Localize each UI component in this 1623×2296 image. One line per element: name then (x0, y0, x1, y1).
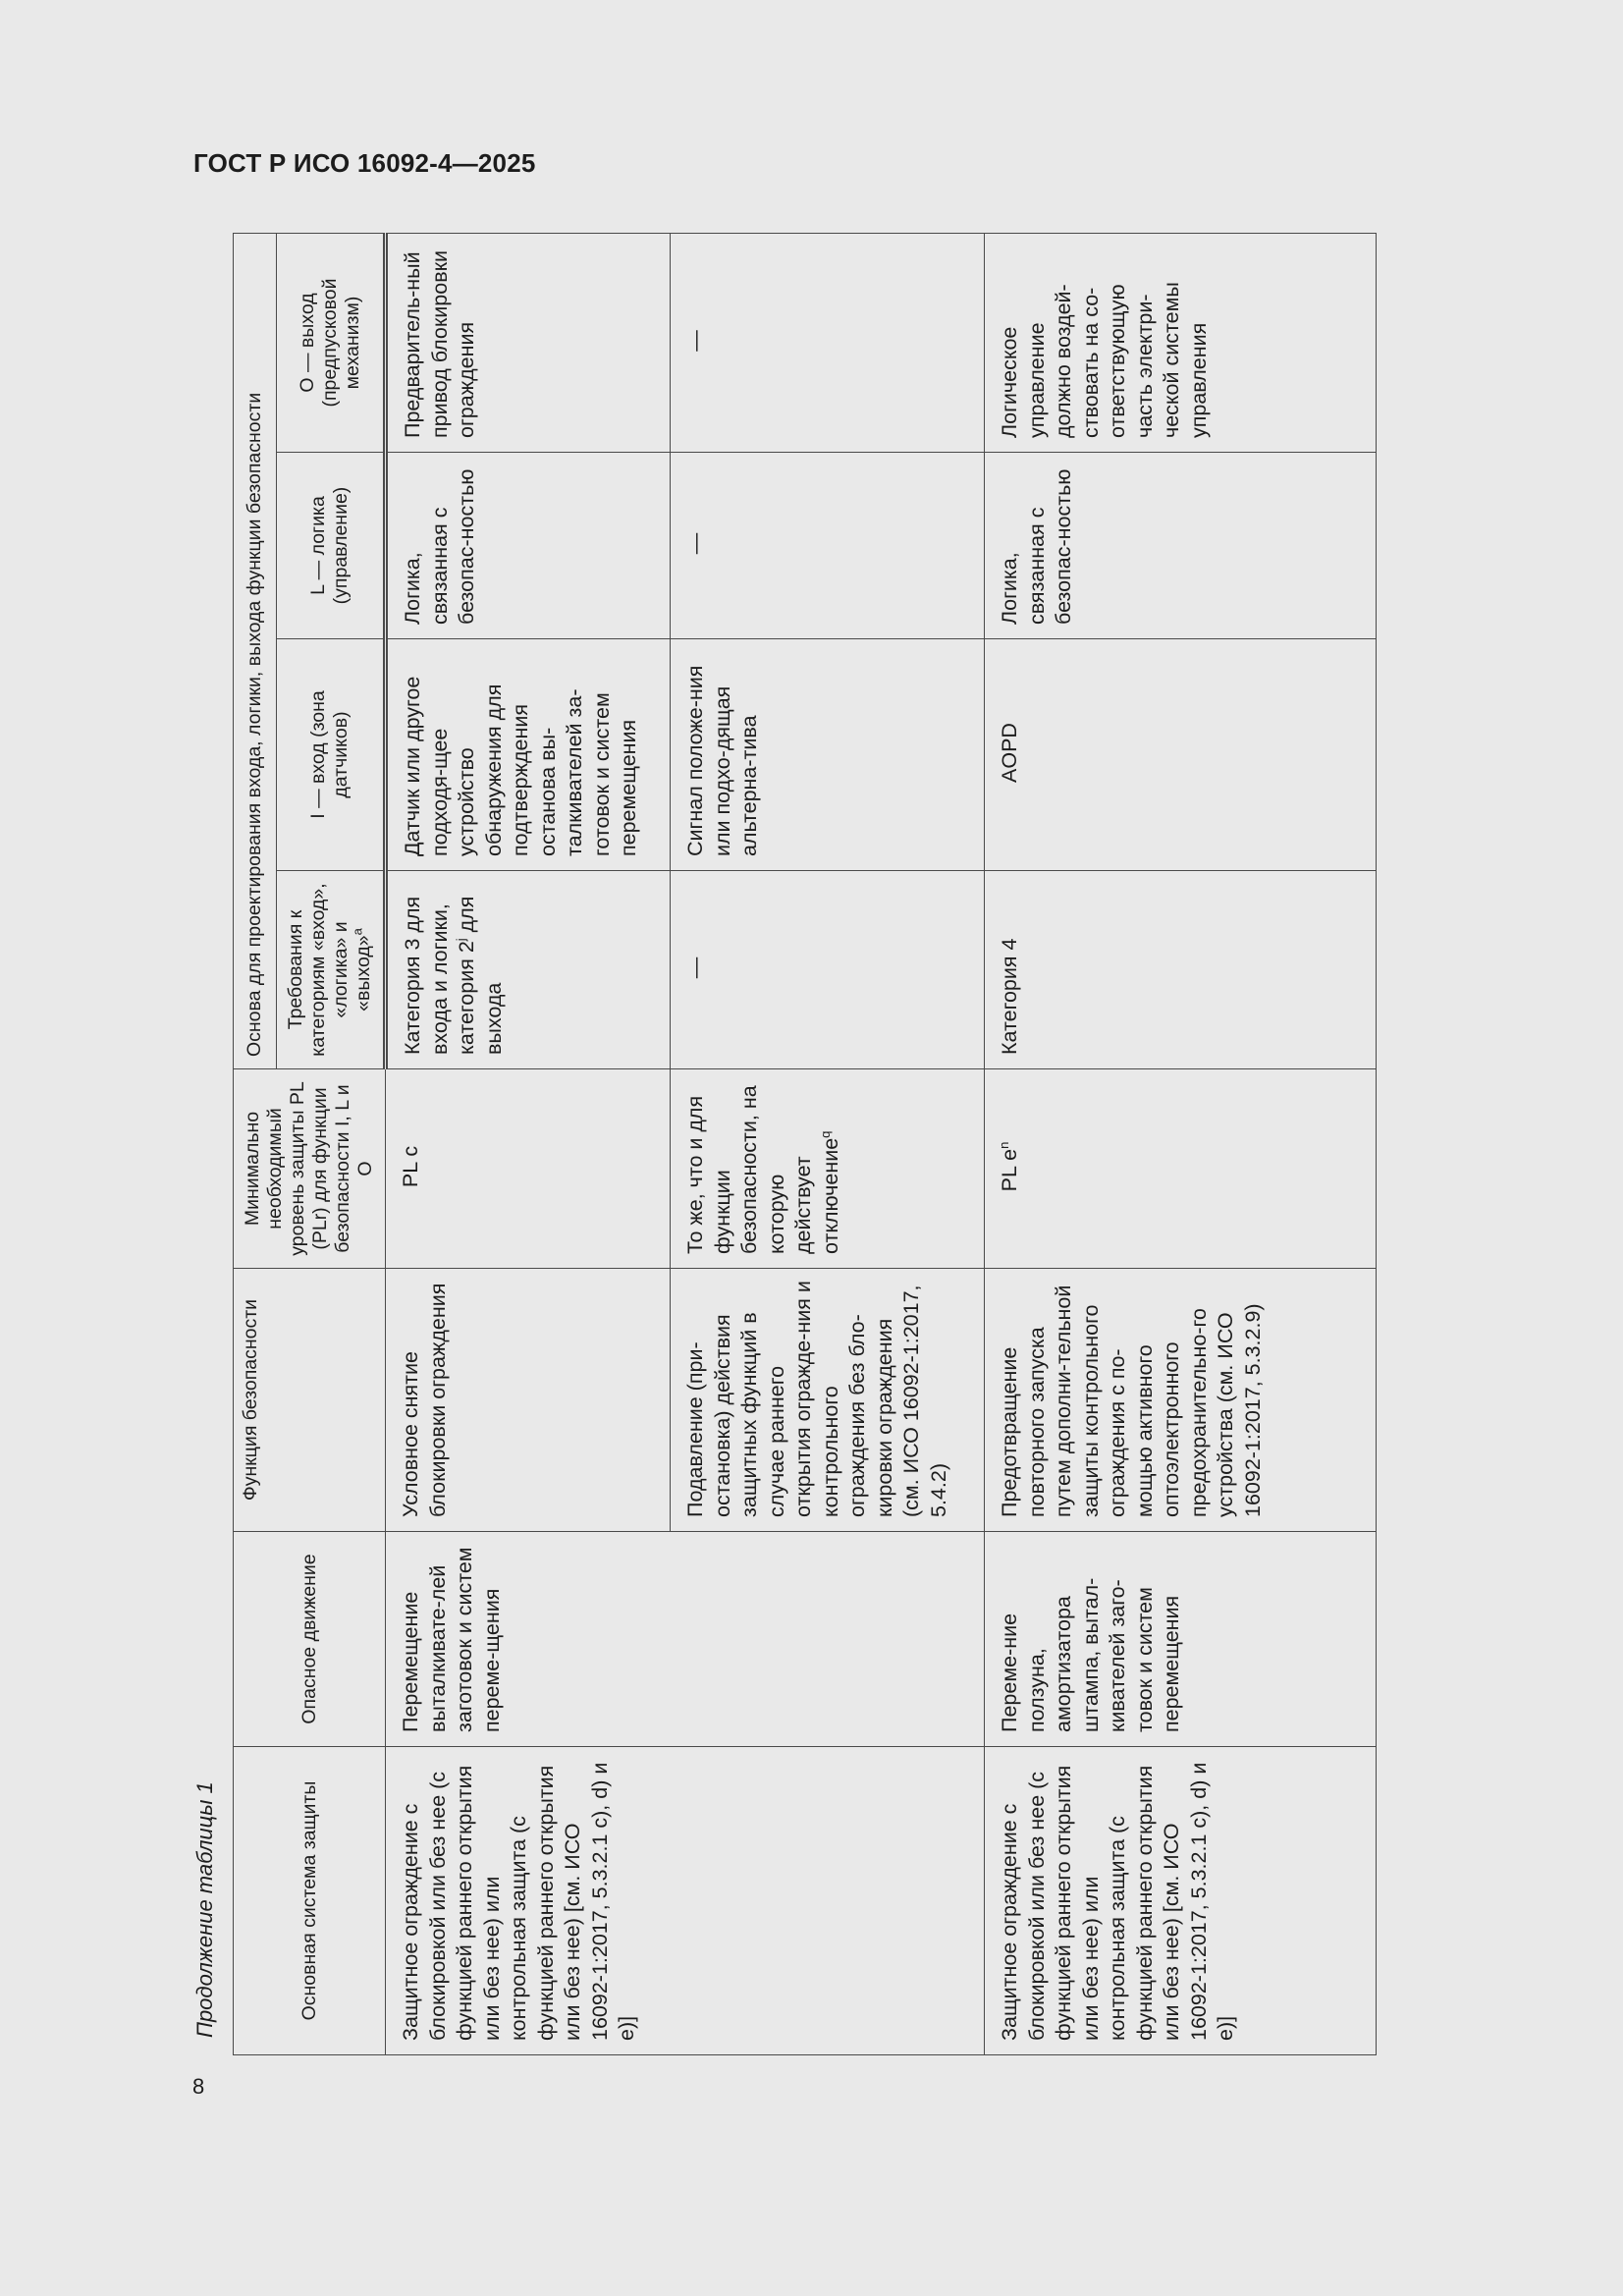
cell-input: Датчик или другое подходя-щее устройство обнаружения для подтверждения останова вы-талкивателей за-готовок и систем перемещения (386, 639, 671, 871)
cell-function: Условное снятие блокировки ограждения (386, 1269, 671, 1532)
header-min-pl: Минимально необходимый уровень защиты PL (PLr) для функции безопасности I, L и O (234, 1069, 386, 1269)
cell-min-pl: PL c (386, 1069, 671, 1269)
header-logic: L — логика (управление) (277, 453, 386, 639)
table-row (985, 233, 1377, 2054)
cell-basic-system: Защитное ограждение с блокировкой или без нее (с функцией раннего открытия или без нее) или контрольная защита (с функцией раннего открытия или без нее) [см. ИСО 16092-1:2017, 5.3.2.1 c), d) и e)] (985, 1747, 1377, 2055)
cell-hazard: Переме-ние ползуна, амортизатора штампа, вытал-кивателей заго-товок и систем перемещения (985, 1532, 1377, 1747)
cell-categories: Категория 4 (985, 871, 1377, 1069)
cell-basic-system: Защитное ограждение с блокировкой или без нее (с функцией раннего открытия или без нее) или контрольная защита (с функцией раннего открытия или без нее) [см. ИСО 16092-1:2017, 5.3.2.1 c), d) и e)] (386, 1747, 985, 2055)
safety-functions-table (233, 233, 1377, 2055)
table-caption: Продолжение таблицы 1 (192, 1781, 217, 2038)
header-basic-system: Основная система защиты (234, 1747, 386, 2055)
cell-hazard: Перемещение выталкивате-лей заготовок и систем переме-щения (386, 1532, 985, 1747)
table-row (386, 233, 671, 2054)
header-hazard: Опасное движение (234, 1532, 386, 1747)
cell-function: Предотвращение повторного запуска путем дополни-тельной защиты контрольного ограждения с по-мощью активного оптоэлектронного предохранительно-го устройства (см. ИСО 16092-1:2017, 5.3.2.9) (985, 1269, 1377, 1532)
cell-categories: Категория 3 для входа и логики, категория 2$^j$ для выхода (386, 871, 671, 1069)
cell-output: Предваритель-ный привод блокировки ограждения (386, 233, 671, 452)
header-output: O — выход (предпусковой механизм) (277, 233, 386, 452)
rotated-table-container (233, 234, 1377, 2055)
page-number: 8 (192, 2074, 205, 2099)
cell-logic: Логика, связанная с безопас-ностью (386, 453, 671, 639)
document-header: ГОСТ Р ИСО 16092-4—2025 (193, 148, 536, 178)
cell-logic: — (671, 453, 985, 639)
cell-categories: — (671, 871, 985, 1069)
header-categories: Требования к категориям «вход», «логика» и «выход»$^a$ (277, 871, 386, 1069)
cell-input: Сигнал положе-ния или подхо-дящая альтерна-тива (671, 639, 985, 871)
cell-min-pl: То же, что и для функции безопасности, на которую действует отключение$^q$ (671, 1069, 985, 1269)
cell-input: AOPD (985, 639, 1377, 871)
cell-output: Логическое управление должно воздей-ствовать на со-ответствующую часть электри-ческой системы управления (985, 233, 1377, 452)
header-design-basis: Основа для проектирования входа, логики, выхода функции безопасности (234, 233, 277, 1068)
cell-logic: Логика, связанная с безопас-ностью (985, 453, 1377, 639)
cell-output: — (671, 233, 985, 452)
header-input: I — вход (зона датчиков) (277, 639, 386, 871)
header-function: Функция безопасности (234, 1269, 386, 1532)
cell-function: Подавление (при-остановка) действия защитных функций в случае раннего открытия огражде-ния и контрольного ограждения без бло-кировки ограждения (см. ИСО 16092-1:2017, 5.4.2) (671, 1269, 985, 1532)
cell-min-pl: PL $e^n$ (985, 1069, 1377, 1269)
